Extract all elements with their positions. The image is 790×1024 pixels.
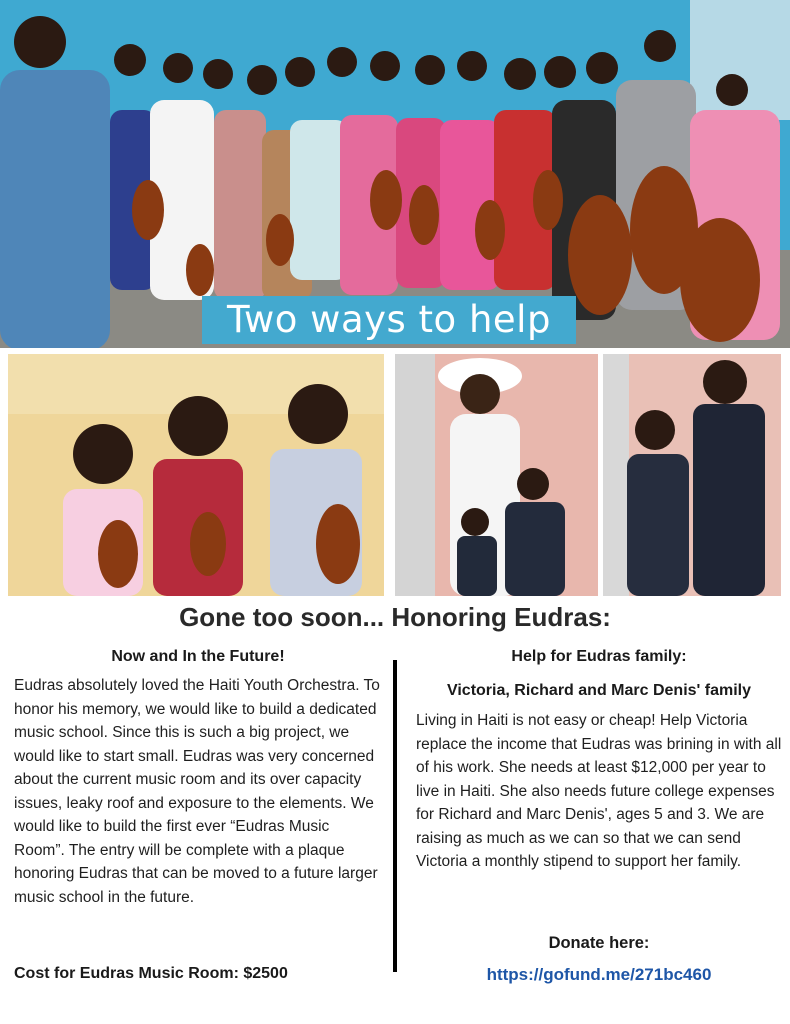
- cost-line: Cost for Eudras Music Room: $2500: [14, 965, 288, 982]
- headline: Gone too soon... Honoring Eudras:: [179, 602, 611, 632]
- right-body: Living in Haiti is not easy or cheap! Help Victoria replace the income that Eudras was brining in with all of his work. She needs at least $12,000 per year to live in Haiti. She also needs future college expenses for Richard and Marc Denis', ages 5 and 3. We are raising as much as we can so that we can send Victoria a monthly stipend to support her family.: [416, 712, 782, 870]
- hero-banner: Two ways to help: [202, 296, 576, 344]
- left-heading: Now and In the Future!: [111, 648, 285, 665]
- hero-photo: [0, 0, 790, 348]
- right-heading: Help for Eudras family:: [511, 648, 687, 665]
- three-children-violins-photo: [8, 354, 384, 596]
- left-body: Eudras absolutely loved the Haiti Youth Orchestra. To honor his memory, we would like to build a dedicated music school. Since this is such a big project, we would like to start small. Eudras was very concerned about the current music room and its over capacity issues, leaky roof and exposure to the elements. We would like to build the first ever “Eudras Music Room”. The entry will be complete with a plaque honoring Eudras that can be moved to a future larger music school in the future.: [14, 677, 380, 906]
- donate-label: Donate here:: [548, 934, 650, 952]
- column-divider: [393, 660, 397, 972]
- right-subheading: Victoria, Richard and Marc Denis' family: [446, 682, 752, 699]
- two-boys-suits-photo: [603, 354, 781, 596]
- donate-link[interactable]: https://gofund.me/271bc460: [486, 965, 712, 984]
- eudras-family-photo: [395, 354, 598, 596]
